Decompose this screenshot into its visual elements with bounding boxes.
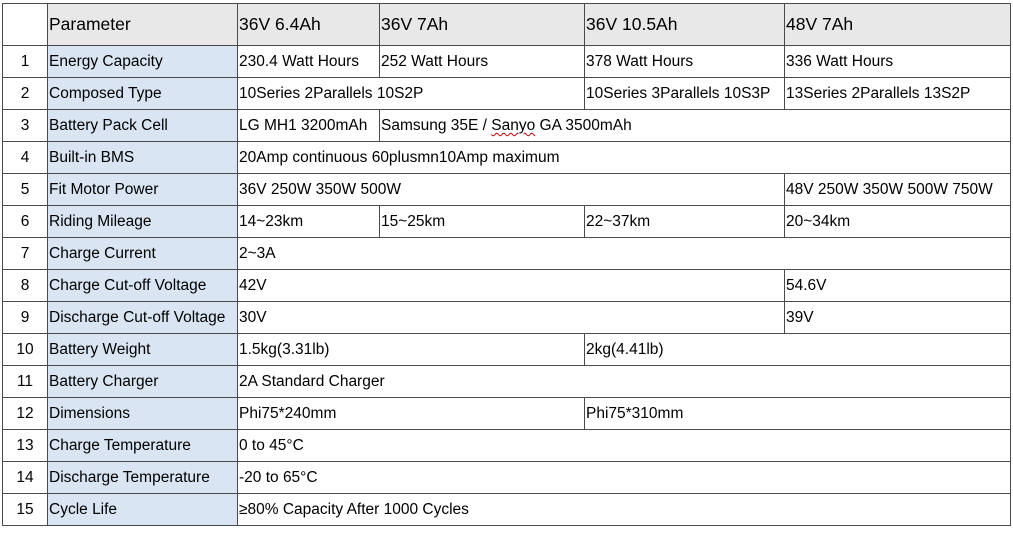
row-value: Phi75*240mm	[238, 398, 585, 430]
row-value: LG MH1 3200mAh	[238, 110, 380, 142]
row-value: 54.6V	[785, 270, 1011, 302]
row-number: 1	[3, 46, 48, 78]
row-number: 14	[3, 462, 48, 494]
row-parameter: Dimensions	[48, 398, 238, 430]
row-value: 13Series 2Parallels 13S2P	[785, 78, 1011, 110]
row-value: 36V 250W 350W 500W	[238, 174, 785, 206]
row-number: 5	[3, 174, 48, 206]
row-number: 3	[3, 110, 48, 142]
row-value: 230.4 Watt Hours	[238, 46, 380, 78]
battery-spec-table	[2, 3, 1011, 526]
row-parameter: Built-in BMS	[48, 142, 238, 174]
row-value: -20 to 65°C	[238, 462, 1011, 494]
row-value: 20~34km	[785, 206, 1011, 238]
row-value: 378 Watt Hours	[585, 46, 785, 78]
table-row	[3, 494, 1011, 526]
row-value: 336 Watt Hours	[785, 46, 1011, 78]
row-number: 15	[3, 494, 48, 526]
row-parameter: Cycle Life	[48, 494, 238, 526]
row-number: 2	[3, 78, 48, 110]
row-value: 0 to 45°C	[238, 430, 1011, 462]
table-row	[3, 110, 1011, 142]
row-value: 10Series 2Parallels 10S2P	[238, 78, 585, 110]
row-value: 2kg(4.41lb)	[585, 334, 1011, 366]
row-parameter: Energy Capacity	[48, 46, 238, 78]
row-number: 6	[3, 206, 48, 238]
row-value: ≥80% Capacity After 1000 Cycles	[238, 494, 1011, 526]
table-row	[3, 78, 1011, 110]
table-row	[3, 174, 1011, 206]
row-value: 2~3A	[238, 238, 1011, 270]
row-number: 11	[3, 366, 48, 398]
table-row	[3, 398, 1011, 430]
row-number: 12	[3, 398, 48, 430]
row-number: 10	[3, 334, 48, 366]
row-value: 39V	[785, 302, 1011, 334]
table-row	[3, 302, 1011, 334]
row-value: 14~23km	[238, 206, 380, 238]
table-row	[3, 142, 1011, 174]
table-row	[3, 206, 1011, 238]
row-value: 252 Watt Hours	[380, 46, 585, 78]
table-row	[3, 430, 1011, 462]
row-parameter: Discharge Temperature	[48, 462, 238, 494]
row-value: 2A Standard Charger	[238, 366, 1011, 398]
cell-text: GA 3500mAh	[535, 116, 632, 134]
row-value: 1.5kg(3.31lb)	[238, 334, 585, 366]
row-value: Phi75*310mm	[585, 398, 1011, 430]
row-number: 4	[3, 142, 48, 174]
header-col-48v-7ah: 48V 7Ah	[785, 4, 1011, 46]
row-parameter: Charge Cut-off Voltage	[48, 270, 238, 302]
header-parameter: Parameter	[48, 4, 238, 46]
row-value: 22~37km	[585, 206, 785, 238]
row-value: 15~25km	[380, 206, 585, 238]
header-row	[3, 4, 1011, 46]
header-col-36v-6-4ah: 36V 6.4Ah	[238, 4, 380, 46]
row-parameter: Riding Mileage	[48, 206, 238, 238]
row-parameter: Fit Motor Power	[48, 174, 238, 206]
row-parameter: Charge Current	[48, 238, 238, 270]
cell-text-flagged: Sanyo	[491, 116, 536, 134]
row-value: 20Amp continuous 60plusmn10Amp maximum	[238, 142, 1011, 174]
row-number: 7	[3, 238, 48, 270]
table-row	[3, 270, 1011, 302]
row-parameter: Battery Weight	[48, 334, 238, 366]
header-col-36v-7ah: 36V 7Ah	[380, 4, 585, 46]
table-row	[3, 46, 1011, 78]
row-value: 48V 250W 350W 500W 750W	[785, 174, 1011, 206]
table-row	[3, 334, 1011, 366]
row-number: 13	[3, 430, 48, 462]
row-parameter: Discharge Cut-off Voltage	[48, 302, 238, 334]
row-parameter: Battery Pack Cell	[48, 110, 238, 142]
row-value: 10Series 3Parallels 10S3P	[585, 78, 785, 110]
table-row	[3, 366, 1011, 398]
row-parameter: Composed Type	[48, 78, 238, 110]
header-col-36v-10-5ah: 36V 10.5Ah	[585, 4, 785, 46]
table-row	[3, 238, 1011, 270]
row-number: 9	[3, 302, 48, 334]
row-number: 8	[3, 270, 48, 302]
row-parameter: Charge Temperature	[48, 430, 238, 462]
table-row	[3, 462, 1011, 494]
row-parameter: Battery Charger	[48, 366, 238, 398]
header-num-cell	[3, 4, 48, 46]
row-value: 42V	[238, 270, 785, 302]
cell-text: Samsung 35E /	[381, 116, 492, 134]
row-value	[380, 110, 1011, 142]
row-value: 30V	[238, 302, 785, 334]
